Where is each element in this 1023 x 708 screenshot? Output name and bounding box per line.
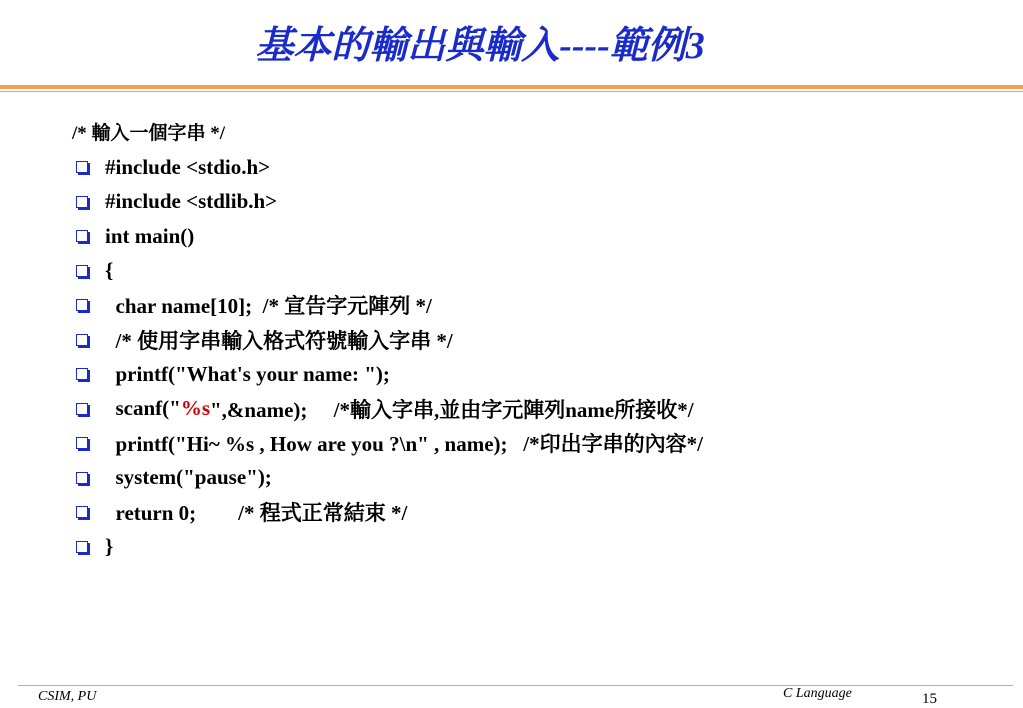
code-text: int main() — [105, 223, 195, 248]
footer-course: C Language — [783, 686, 852, 701]
square-bullet-icon — [76, 437, 88, 449]
square-bullet-icon — [76, 161, 88, 173]
square-bullet-icon — [76, 299, 88, 311]
footer-divider — [18, 685, 1013, 686]
code-line — [76, 495, 703, 530]
code-line — [76, 426, 703, 461]
code-line-scanf — [76, 392, 703, 427]
code-line — [76, 530, 703, 565]
code-text: return 0; /* 程式正常結束 */ — [105, 501, 408, 526]
square-bullet-icon — [76, 265, 88, 277]
square-bullet-icon — [76, 403, 88, 415]
square-bullet-icon — [76, 472, 88, 484]
code-line — [76, 357, 703, 392]
square-bullet-icon — [76, 541, 88, 553]
square-bullet-icon — [76, 230, 88, 242]
code-line — [76, 150, 703, 185]
code-line — [76, 288, 703, 323]
code-list — [76, 150, 703, 564]
code-text: } — [105, 534, 114, 559]
title-divider — [0, 85, 1023, 89]
code-text: #include <stdlib.h> — [105, 189, 278, 214]
page-number: 15 — [922, 691, 937, 707]
code-text-rest: ",&name); /*輸入字串,並由字元陣列name所接收*/ — [210, 397, 694, 422]
footer-author: CSIM, PU — [38, 689, 97, 704]
code-line — [76, 461, 703, 496]
format-specifier: %s — [180, 396, 211, 421]
code-text: /* 使用字串輸入格式符號輸入字串 */ — [105, 328, 453, 353]
code-text: #include <stdio.h> — [105, 154, 271, 179]
code-text: char name[10]; /* 宣告字元陣列 */ — [105, 294, 432, 319]
intro-comment: /* 輸入一個字串 */ — [72, 123, 226, 144]
code-text: system("pause"); — [105, 465, 272, 490]
code-line — [76, 323, 703, 358]
code-text: printf("Hi~ %s , How are you ?\n" , name); /*印出字串的內容*/ — [105, 432, 703, 457]
title-divider-thin — [0, 91, 1023, 92]
square-bullet-icon — [76, 334, 88, 346]
code-line — [76, 185, 703, 220]
code-text: { — [105, 258, 114, 283]
slide-title: 基本的輸出與輸入----範例3 — [255, 25, 705, 67]
square-bullet-icon — [76, 196, 88, 208]
square-bullet-icon — [76, 506, 88, 518]
code-text: scanf(" — [105, 396, 181, 421]
code-line — [76, 254, 703, 289]
code-text: printf("What's your name: "); — [105, 361, 390, 386]
code-line — [76, 219, 703, 254]
square-bullet-icon — [76, 368, 88, 380]
